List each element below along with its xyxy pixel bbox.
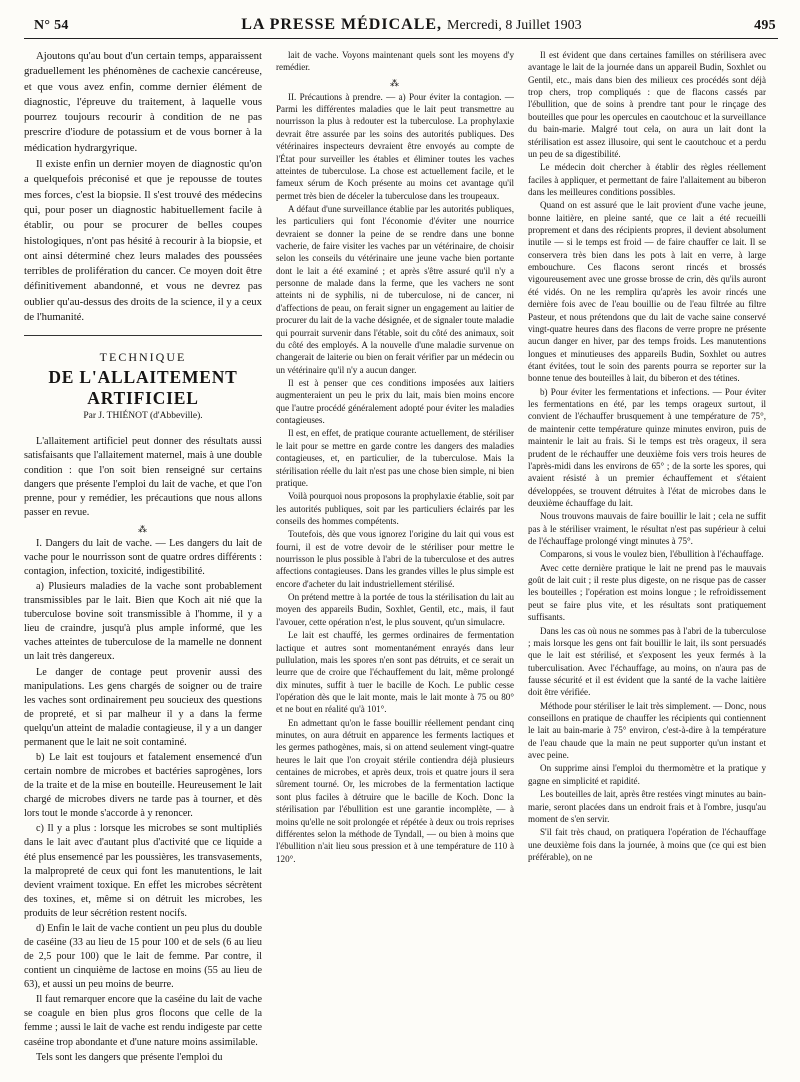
journal-title-line (241, 16, 581, 34)
paragraph: Méthode pour stériliser le lait très simplement. — Donc, nous conseillons en pratique de chauffer les récipients qui contiennent le lait au bain-marie à 75° environ, c'est-à-dire à la température de l'eau chaude que la main ne peut supporter qu'un instant et avec peine. (528, 700, 766, 761)
paragraph: b) Pour éviter les fermentations et infections. — Pour éviter les fermentations en été, par les temps orageux surtout, il convient de l'échauffer brusquement à une température de 75°, de maintenir cette température quinze minutes environ, puis de maintenir le lait au frais. Si le temps est très orageux, il sera prudent de le réchauffer une deuxième fois vers trois heures de l'après-midi dans les environs de 65° ; de la sorte les spores, qui avaient résisté à un premier échauffement et s'étaient développées, se trouvent détruites à l'état de microbes dans le deuxième échauffage du lait. (528, 386, 766, 508)
paragraph: L'allaitement artificiel peut donner des résultats aussi satisfaisants que l'allaitement maternel, mais à une double condition : que l'on soit bien renseigné sur certains dangers que présente l'emploi du lait de vache, et que l'on prenne, pour y remédier, les précautions que nous allons passer en revue. (24, 436, 262, 518)
paragraph: c) Il y a plus : lorsque les microbes se sont multipliés dans le lait avec d'autant plus d'activité que ce liquide a été plus ensemencé par les poussières, les transvasements, la malpropreté de ceux qui font les manutentions, le lait devient vraiment toxique. En effet les microbes sécrètent des toxines, et, même si on détruit les microbes, les produits de leur sécrétion restent nocifs. (24, 823, 262, 919)
section-kicker: TECHNIQUE (99, 350, 187, 365)
paragraph: Il existe enfin un dernier moyen de diagnostic qu'on a quelquefois préconisé et que je repousse de toutes mes forces, c'est la biopsie. Il s'est trouvé des médecins qui, pour poser un diagnostic habituellement facile à établir, ou pour se procurer de belles coupes histologiques, n'ont pas hésité à recourir à la biopsie, et ont ainsi déterminé chez leurs malades des poussées terribles de prolifération du cancer. Ce moyen doit être définitivement abandonné, et vous ne devrez pas oublier qu'au-dessus des droits de la science, il y a ceux de l'humanité. (24, 158, 262, 324)
paragraph: Voilà pourquoi nous proposons la prophylaxie établie, soit par les autorités publiques, soit par les particuliers éclairés par les conseils des hommes compétents. (276, 491, 514, 526)
running-header (24, 12, 778, 39)
column-3 (528, 49, 766, 1079)
paragraph: Dans les cas où nous ne sommes pas à l'abri de la tuberculose ; mais lorsque les gens ont fait bouillir le lait, ils sont persuadés que le lait est stérilisé, et s'exposent les yeux fermés à la tuberculisation. Avec l'échauffage, au moins, on n'aura pas de fausse sécurité et il est évident que la santé de la vache laitière doit être vérifiée. (528, 625, 766, 698)
paragraph: Le lait est chauffé, les germes ordinaires de fermentation lactique et autres sont momentanément enrayés dans leur pullulation, mais les spores n'en sont pas détruits, et ce serait un leurre que de croire que l'échauffement du lait, même prolongé dix minutes, suffit à tuer le bacille de Koch. Le public cesse l'opération dès que le lait monte, mais le lait monte à 75 ou 80° et ne bout en réalité qu'à 101°. (276, 630, 514, 715)
paragraph: I. Dangers du lait de vache. — Les dangers du lait de vache pour le nourrisson sont de quatre ordres différents : contagion, infection, toxicité, indigestibilité. (24, 537, 262, 577)
paragraph: Nous trouvons mauvais de faire bouillir le lait ; cela ne suffit pas à le stériliser vraiment, le résultat n'est pas supérieur à celui de l'échauffage prolongé vingt minutes à 75°. (528, 511, 766, 547)
paragraph: II. Précautions à prendre. — a) Pour éviter la contagion. — Parmi les différentes maladies que le lait peut transmettre au nourrisson la plus à redouter est la tuberculose. La prophylaxie devrait être assurée par les soins des autorités publiques. Des vétérinaires inspecteurs devraient être envoyés au compte de l'État pour surveiller les étables et éliminer toutes les vaches atteintes de tuberculose. La chose est actuellement facile, et le fameux sérum de Koch présente au moins cet avantage qu'il permet très bien de déceler la tuberculose dans les troupeaux. (276, 91, 514, 201)
paragraph: Comparons, si vous le voulez bien, l'ébullition à l'échauffage. (540, 549, 764, 560)
previous-article-end (24, 49, 262, 325)
paragraph: A défaut d'une surveillance établie par les autorités publiques, les particuliers qui font l'économie d'éviter une nourrice devraient se donner la peine de se rendre dans une bonne vacherie, de faire visiter les vaches par un vétérinaire, de choisir selon les conseils du vétérinaire une jeune vache bien portante dont le lait a été examiné ; et après s'être assuré qu'il n'y a personne de malade dans la ferme, que les vachers ne sont atteints ni de syphilis, ni de tuberculose, ni de cancer, ni d'affections de peau, on ferait signer un engagement au laitier de procurer du lait de la vache désignée, et de signaler toute maladie qui pourrait survenir dans l'étable, soit du côté des animaux, soit du côté des employés. A la nouvelle d'une maladie survenue on changerait de laiterie ou bien on ferait vérifier par un médecin ou un vétérinaire qu'il n'y a aucun danger. (276, 203, 514, 375)
dinkus: ⁂ (138, 523, 148, 534)
paragraph: a) Plusieurs maladies de la vache sont probablement transmissibles par le lait. Bien que Koch ait nié que la tuberculose bovine soit transmissible à l'homme, il y a lieu de craindre, jusqu'à plus ample informé, que les vaches atteintes de tuberculose de la mamelle ne donnent un lait très dangereux. (24, 581, 262, 663)
journal-name: LA PRESSE MÉDICALE, (241, 16, 443, 33)
article-byline: Par J. THIÉNOT (d'Abbeville). (83, 411, 203, 422)
article-divider (24, 335, 262, 336)
paragraph: b) Le lait est toujours et fatalement ensemencé d'un certain nombre de microbes et bactéries saprogènes, lors de la traite et de la mise en bouteille. Heureusement le lait chargé de microbes divers ne tarde pas à tourner, et dès lors tout le monde s'accorde à y renoncer. (24, 751, 262, 820)
paragraph: Les bouteilles de lait, après être restées vingt minutes au bain-marie, seront placées dans un endroit frais et à l'ombre, jusqu'au moment de s'en servir. (528, 789, 766, 824)
paragraph: Avec cette dernière pratique le lait ne prend pas le mauvais goût de lait cuit ; il reste plus digeste, on ne risque pas de casser les bouteilles ; l'opération est moins longue ; le refroidissement peut se faire plus vite, et les résultats sont pratiquement suffisants. (528, 562, 766, 623)
text-columns (24, 49, 778, 1079)
paragraph: Le danger de contage peut provenir aussi des manipulations. Les gens chargés de soigner ou de traire les vaches sont ordinairement peu soucieux des questions de propreté, et si par malheur il y a dans la ferme quelqu'un atteint de maladie contagieuse, il y a un danger permanent que le lait ne soit contaminé. (24, 666, 262, 748)
paragraph: Ajoutons qu'au bout d'un certain temps, apparaissent graduellement les phénomènes de cachexie cancéreuse, et que vous avez enfin, comme dernier élément de diagnostic, l'épreuve du traitement, à laquelle vous pourrez toujours recourir à condition de ne pas prescrire d'iodure de potassium et de vous borner à la médication hydrargyrique. (24, 50, 262, 154)
article-title: DE L'ALLAITEMENT ARTIFICIEL (48, 367, 238, 409)
column-1 (24, 49, 262, 1079)
dinkus: ⁂ (390, 77, 400, 88)
page-number: 495 (754, 18, 776, 33)
issue-date: Mercredi, 8 Juillet 1903 (447, 18, 582, 33)
paragraph: Il est évident que dans certaines familles on stérilisera avec avantage le lait de la journée dans un appareil Budin, Soxhlet ou Gentil, etc., mais dans bien des milieux ces procédés sont déjà trop chers, trop compliqués : que de flacons cassés par l'ébullition, que de soins à prendre tant pour le rinçage des bouteilles que pour les opercules en caoutchouc et la surveillance du bain-marie. Malgré tout cela, on aura un lait dont la stérilisation est assez illusoire, qui sent le caoutchouc et a perdu un peu de sa digestibilité. (528, 50, 766, 159)
paragraph: Quand on est assuré que le lait provient d'une vache jeune, bonne laitière, en pleine santé, que ce lait a été recueilli proprement et dans des récipients propres, il devient absolument inutile — si le temps est froid — de faire chauffer ce lait. Il se conservera très bien dans les pots à lait en verre, à large embouchure. Ces flacons seront rincés et brossés vigoureusement avec une grosse brosse de crin, dès qu'ils auront été vidés. On ne les remplira qu'après les avoir rincés une dernière fois avec de l'eau bouillie ou de l'eau filtrée au filtre Pasteur, et nous prétendons que du lait de vache saine conservé vingt-quatre heures dans des flacons de verre propre ne présente aucun danger en hiver, par des temps froids. Les manutentions longues et minutieuses des appareils Budin, Soxhlet ou autres étant évitées, tout le soin des parents pourra se reporter sur la bonne tenue des bouteilles à lait, du biberon et des tétines. (528, 200, 766, 384)
paragraph: On prétend mettre à la portée de tous la stérilisation du lait au moyen des appareils Budin, Soxhlet, Gentil, etc., mais, il faut l'avouer, cette opération n'est, le plus souvent, qu'un simulacre. (276, 592, 514, 627)
paragraph: Toutefois, dès que vous ignorez l'origine du lait qui vous est fourni, il est de votre devoir de le stériliser pour mettre le nourrisson le plus possible à l'abri de la tuberculose et des autres affections contagieuses. Dans les grandes villes le plus simple est encore d'acheter du lait industriellement stérilisé. (276, 529, 514, 589)
paragraph: Il est, en effet, de pratique courante actuellement, de stériliser le lait pour se mettre en garde contre les dangers des maladies contagieuses, et, en particulier, de la tuberculose. Mais la stérilisation réelle du lait n'est pas une chose bien simple, ni bien pratique. (276, 428, 514, 488)
paragraph: Tels sont les dangers que présente l'emploi du (36, 1051, 223, 1063)
paragraph: Il faut remarquer encore que la caséine du lait de vache se coagule en bien plus gros flocons que celle de la femme ; aussi le lait de vache est rendu indigeste par cette caséine trop abondante et d'une nature moins assimilable. (24, 994, 262, 1048)
column-2 (276, 49, 514, 1079)
paragraph: Il est à penser que ces conditions imposées aux laitiers augmenteraient un peu le prix du lait, mais bien moins encore que l'autre procédé généralement adopté pour éviter les maladies contagieuses. (276, 377, 514, 426)
paragraph: lait de vache. Voyons maintenant quels sont les moyens d'y remédier. (276, 50, 514, 73)
paragraph: On supprime ainsi l'emploi du thermomètre et la pratique y gagne en simplicité et rapidité. (528, 763, 766, 786)
issue-number: N° 54 (34, 18, 69, 33)
paragraph: d) Enfin le lait de vache contient un peu plus du double de caséine (33 au lieu de 15 pour 100 et de sels (6 au lieu de 2,5 pour 100) que le lait de femme. Par contre, il contient un cinquième de lactose en moins (55 au lieu de 63), et aussi un peu moins de beurre. (24, 922, 262, 991)
paragraph: Le médecin doit chercher à établir des règles réellement faciles à appliquer, et permettant de faire l'allaitement au biberon dans les meilleures conditions possibles. (528, 162, 766, 197)
paragraph: S'il fait très chaud, on pratiquera l'opération de l'échauffage une deuxième fois dans la journée, à moins que (ce qui est bien préférable), on ne (528, 827, 766, 862)
paragraph: En admettant qu'on le fasse bouillir réellement pendant cinq minutes, on aura détruit en apparence les ferments lactiques et les germes pathogènes, mais, si on attend seulement vingt-quatre heures le lait que l'on croyait stérile contiendra déjà plusieurs centaines de microbes, et après deux, trois et quatre jours il sera sûrement tourné. Or, les microbes de la fermentation lactique sont plus faciles à détruire que le bacille de Koch. Donc la stérilisation par l'ébullition est une garantie incomplète, — à moins qu'elle ne soit prolongée et répétée à deux ou trois reprises différentes selon la méthode de Tyndall, — ou bien à moins que l'ébullition n'ait lieu sous pression et à une température de 110 à 120°. (276, 717, 514, 864)
